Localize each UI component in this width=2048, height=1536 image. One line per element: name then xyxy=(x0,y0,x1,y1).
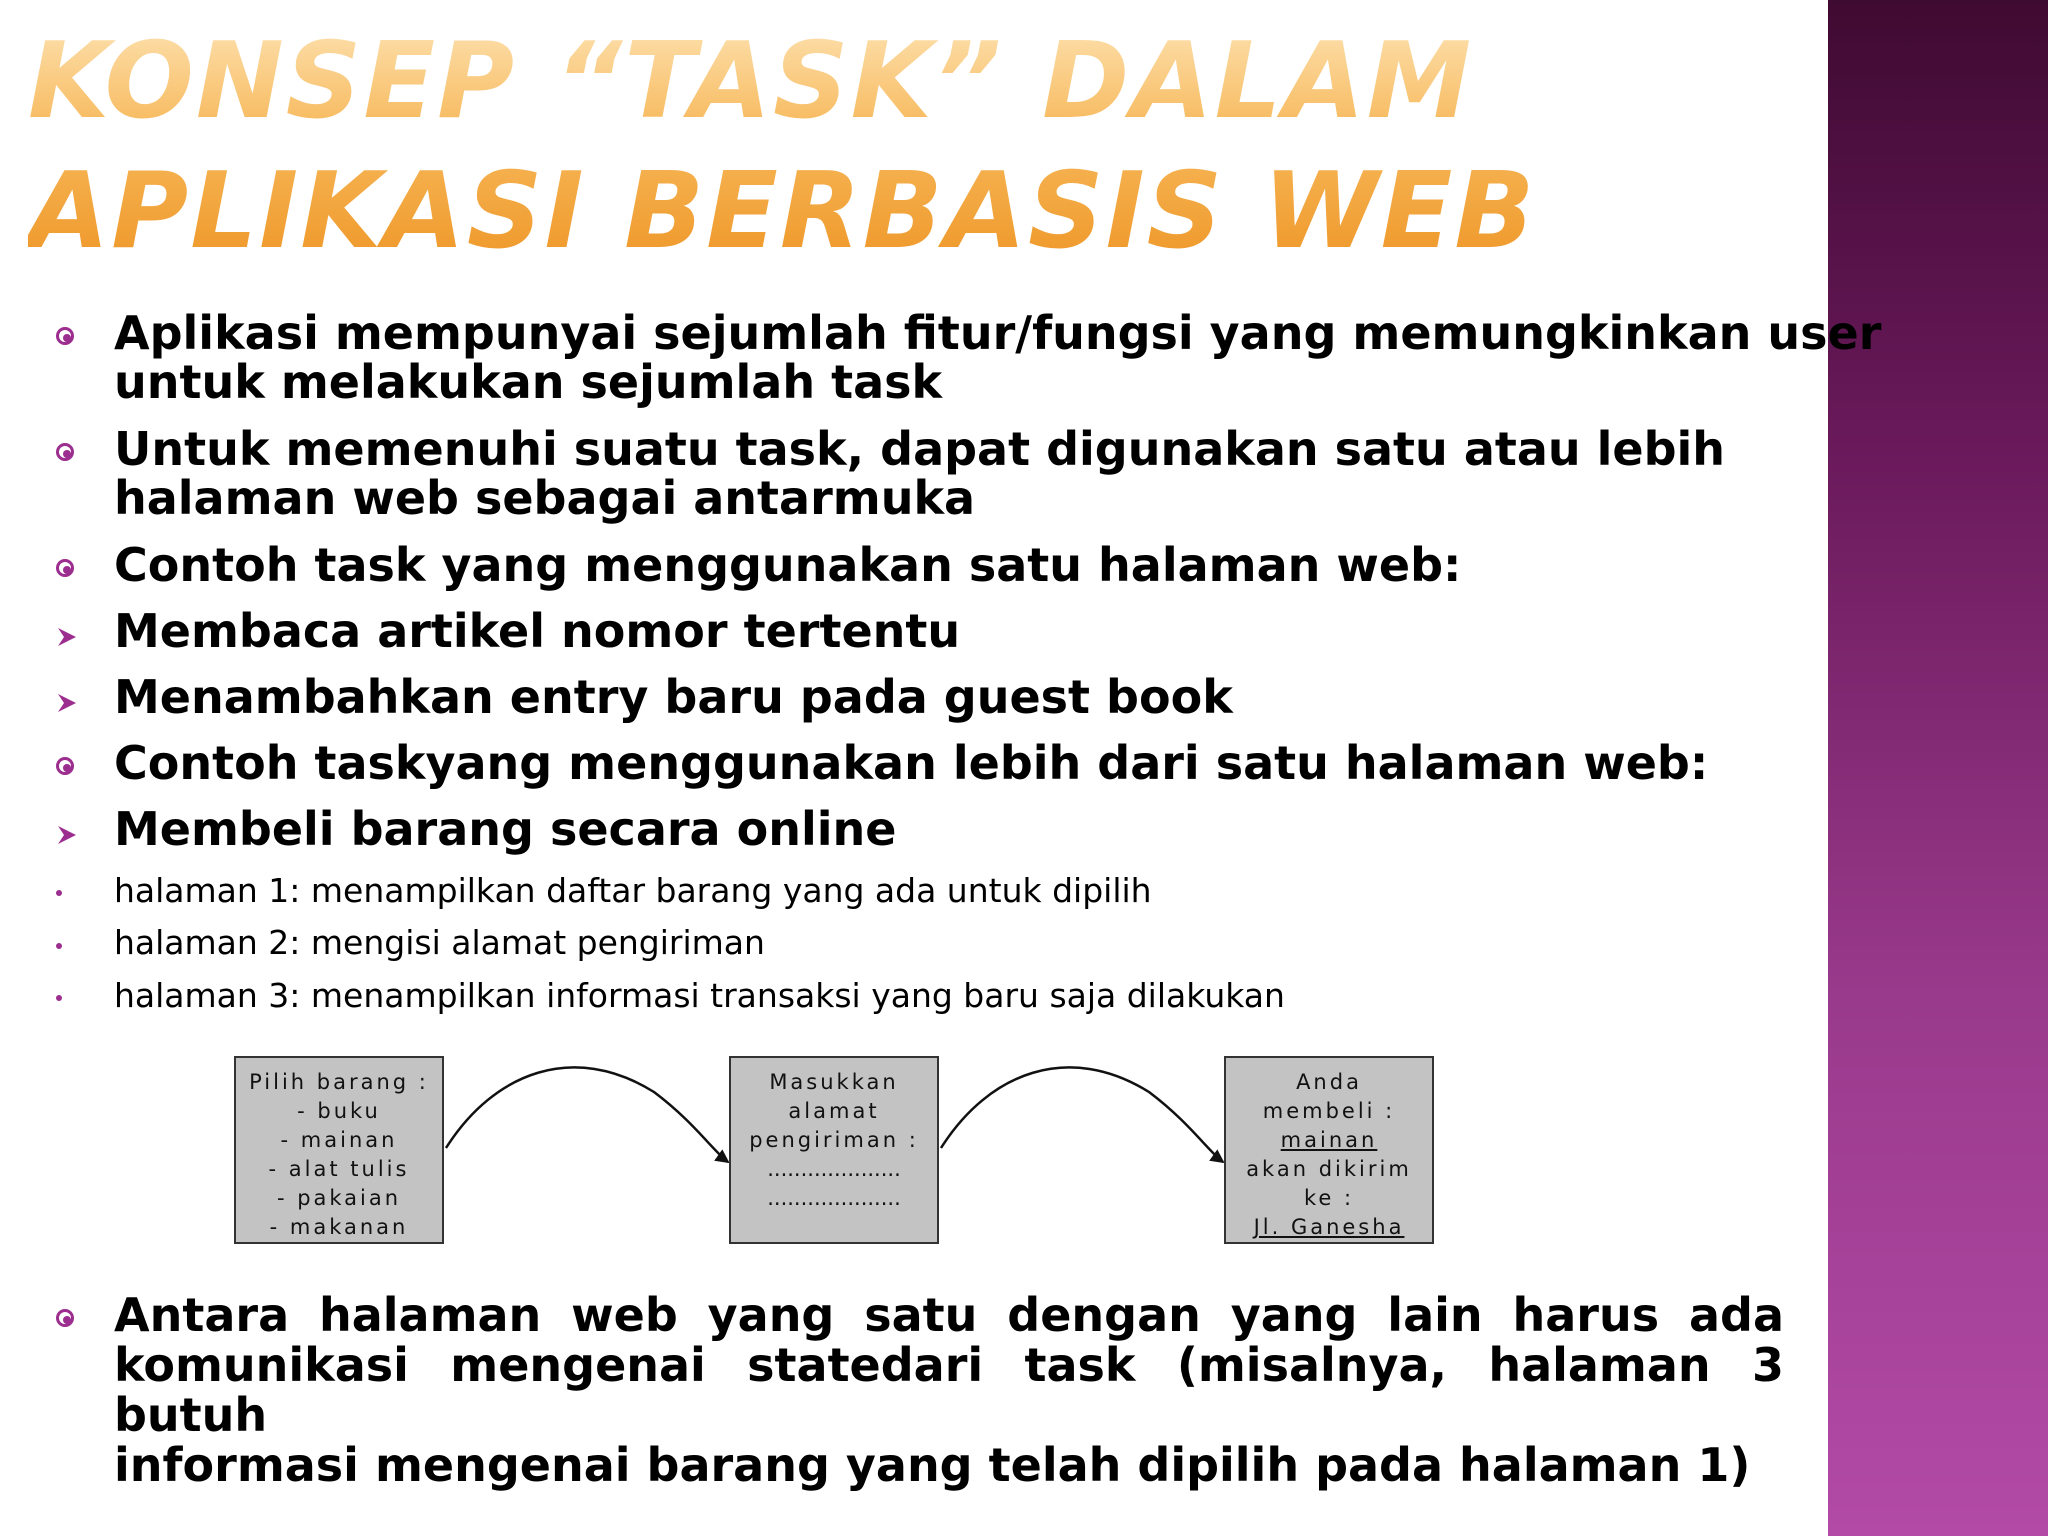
box-line: Masukkan xyxy=(769,1070,899,1094)
circle-bullet-icon xyxy=(56,757,74,775)
box-line: - makanan xyxy=(269,1215,409,1239)
dot-bullet-icon xyxy=(56,943,62,949)
box-line: Pilih barang : xyxy=(249,1070,429,1094)
bullet-text-line: halaman 3: menampilkan informasi transaksi yang baru saja dilakukan xyxy=(114,976,1285,1015)
dot-bullet-icon xyxy=(56,890,62,896)
box-line: .................... xyxy=(767,1157,901,1181)
page-3-box xyxy=(1224,1056,1434,1244)
bullet-text-line: Contoh task yang menggunakan satu halaman web: xyxy=(114,538,1462,592)
slide-title: KONSEP “TASK” DALAM APLIKASI BERBASIS WEB xyxy=(28,16,1818,276)
box-line: Jl. Ganesha xyxy=(1253,1215,1405,1239)
bullet-text-line: halaman 1: menampilkan daftar barang yang ada untuk dipilih xyxy=(114,871,1152,910)
closing-line: Antara halaman web yang satu dengan yang lain harus ada xyxy=(114,1288,1784,1342)
box-line: alamat xyxy=(788,1099,880,1123)
box-line: akan dikirim xyxy=(1246,1157,1412,1181)
flow-arrow-1 xyxy=(446,1067,728,1162)
bullet-text-line: Aplikasi mempunyai sejumlah fitur/fungsi yang memungkinkan user xyxy=(114,306,1882,360)
bullet-text-line: Menambahkan entry baru pada guest book xyxy=(114,670,1233,724)
box-line: Anda xyxy=(1296,1070,1362,1094)
box-line: ke : xyxy=(1303,1186,1355,1210)
bullet-text-line: Membaca artikel nomor tertentu xyxy=(114,604,961,658)
flow-arrow-2 xyxy=(941,1067,1223,1162)
page-1-box xyxy=(234,1056,444,1244)
bullet-text-line: untuk melakukan sejumlah task xyxy=(114,355,943,409)
box-line: - buku xyxy=(297,1099,381,1123)
page-2-box xyxy=(729,1056,939,1244)
bullet-text-line: halaman web sebagai antarmuka xyxy=(114,471,976,525)
bullet-text-line: Contoh taskyang menggunakan lebih dari satu halaman web: xyxy=(114,736,1709,790)
box-line: membeli : xyxy=(1262,1099,1396,1123)
circle-bullet-icon xyxy=(56,559,74,577)
circle-bullet-icon xyxy=(56,327,74,345)
bullet-text-line: Untuk memenuhi suatu task, dapat digunakan satu atau lebih xyxy=(114,422,1726,476)
dot-bullet-icon xyxy=(56,995,62,1001)
closing-line: informasi mengenai barang yang telah dipilih pada halaman 1) xyxy=(114,1438,1751,1492)
bullet-text-line: Membeli barang secara online xyxy=(114,802,897,856)
page-flow-diagram xyxy=(234,1052,1440,1246)
box-line: - alat tulis xyxy=(268,1157,410,1181)
closing-line: komunikasi mengenai statedari task (misalnya, halaman 3 butuh xyxy=(114,1338,1784,1442)
closing-paragraph xyxy=(114,1290,1784,1490)
box-line: mainan xyxy=(1280,1128,1378,1152)
box-line: - pakaian xyxy=(276,1186,402,1210)
box-line: pengiriman : xyxy=(749,1128,919,1152)
circle-bullet-icon xyxy=(56,1309,74,1327)
circle-bullet-icon xyxy=(56,443,74,461)
box-line: - mainan xyxy=(280,1128,398,1152)
decorative-side-bar xyxy=(1828,0,2048,1536)
bullet-text-line: halaman 2: mengisi alamat pengiriman xyxy=(114,923,765,962)
box-line: .................... xyxy=(767,1186,901,1210)
